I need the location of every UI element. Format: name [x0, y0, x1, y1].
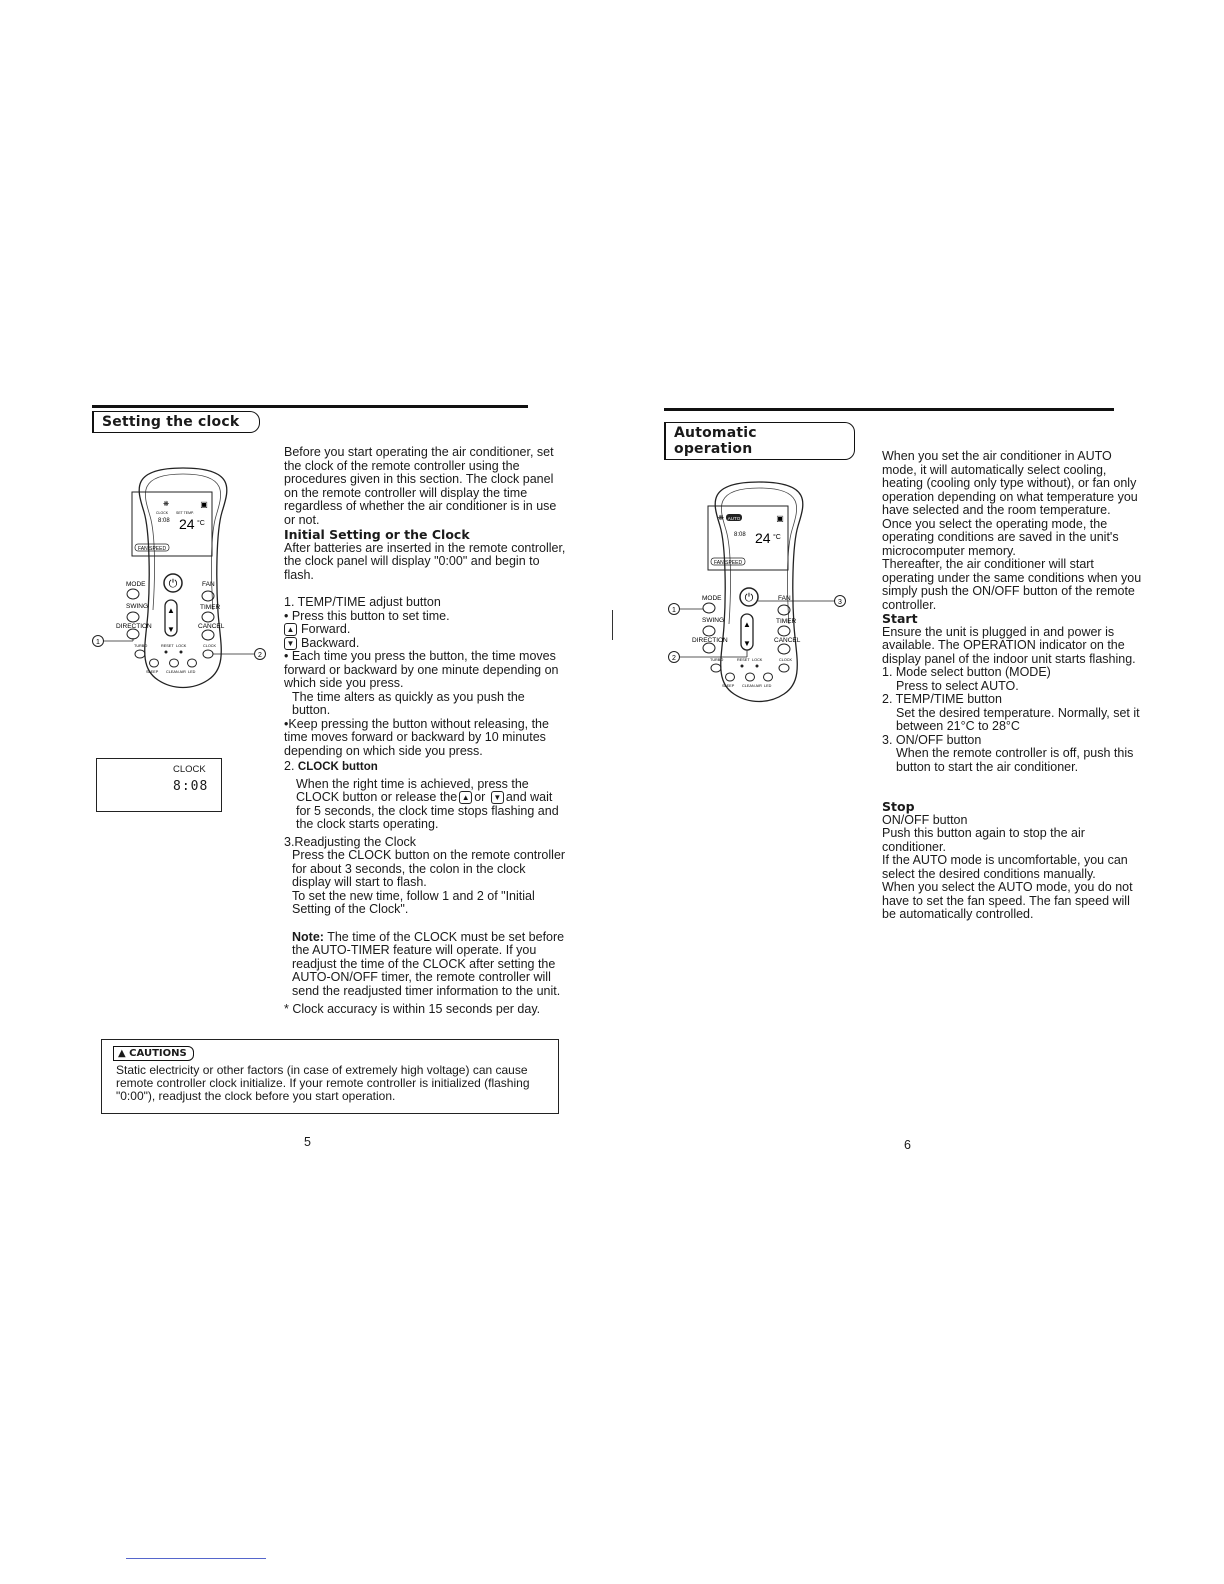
center-fold-line [612, 610, 613, 640]
lcd-clock-label: CLOCK [156, 511, 169, 515]
auto-memory: Once you select the operating mode, the operating conditions are saved in the unit's microcomputer memory. [882, 516, 1119, 558]
cancel-label-right: CANCEL [774, 637, 801, 644]
down-arrow-icon: ▼ [284, 637, 297, 650]
lcd-time: 8:08 [158, 518, 170, 524]
right-section-heading: Automatic operation [664, 422, 855, 460]
item3-text2: To set the new time, follow 1 and 2 of "Initial Setting of the Clock". [292, 888, 535, 916]
power-icon: ⏻ [168, 578, 178, 590]
remote-outline [139, 468, 227, 688]
item1-title: 1. TEMP/TIME adjust button [284, 595, 441, 609]
item1-press: • Press this button to set time. [284, 608, 450, 623]
battery-icon: ▣ [776, 514, 784, 523]
step3-title: 3. ON/OFF button [882, 732, 982, 747]
up-arrow-icon: ▲ [459, 791, 472, 804]
callout-2-right: 2 [672, 655, 676, 662]
caution-tag: ▲ CAUTIONS [113, 1046, 194, 1061]
item3-title: 3.Readjusting the Clock [284, 834, 417, 849]
clean-air-label-right: CLEAN AIR [742, 684, 762, 688]
item1-bullet2: •Keep pressing the button without releasing, the time moves forward or backward by 10 minutes depending on which side you press. [284, 716, 549, 758]
caution-text: Static electricity or other factors (in case of extremely high voltage) can cause remote controller clock initialize. If your remote controller is initialized (flashing "0:00"), readjust the clock before you start operation. [116, 1063, 530, 1103]
swing-label: SWING [126, 603, 149, 610]
right-text-column [882, 450, 1144, 922]
cancel-label: CANCEL [198, 623, 225, 630]
bottom-blue-line [126, 1558, 266, 1559]
remote-illustration-right [664, 476, 854, 708]
stop-line2: Push this button again to stop the air conditioner. [882, 826, 1085, 854]
step2-text: Set the desired temperature. Normally, set it between 21°C to 28°C [896, 705, 1140, 733]
clock-display-value: 8:08 [173, 779, 209, 794]
battery-icon: ▣ [200, 500, 208, 509]
svg-text:▲: ▲ [743, 620, 751, 629]
step1-title: 1. Mode select button (MODE) [882, 665, 1051, 679]
page-number-right: 6 [904, 1138, 911, 1152]
item3-text: Press the CLOCK button on the remote controller for about 3 seconds, the colon in the clock display will start to flash. [292, 848, 566, 889]
start-text: Ensure the unit is plugged in and power is available. The OPERATION indicator on the display panel of the indoor unit starts flashing. [882, 624, 1136, 666]
item2-text: When the right time is achieved, press the CLOCK button or release the ▲ or ▼ and wait for 5 seconds, the clock time stops flashing and the clock starts operating. [296, 776, 559, 831]
lcd-fan-speed: FAN SPEED [138, 546, 167, 552]
down-arrow-icon: ▼ [491, 791, 504, 804]
led-label: LED [188, 670, 196, 674]
svg-text:▼: ▼ [743, 639, 751, 648]
accuracy-line: * Clock accuracy is within 15 seconds per day. [284, 1002, 541, 1016]
callout-2: 2 [258, 652, 262, 659]
turbo-label-right: TURBO [710, 658, 724, 662]
svg-text:▲: ▲ [167, 606, 175, 615]
sleep-label-right: SLEEP [722, 684, 735, 688]
lcd-unit-right: °C [773, 534, 781, 541]
stop-line3: If the AUTO mode is uncomfortable, you can select the desired conditions manually. [882, 853, 1128, 881]
lcd-unit: °C [197, 520, 205, 527]
timer-label-right: TIMER [776, 618, 797, 625]
sleep-label: SLEEP [146, 670, 159, 674]
svg-text:▼: ▼ [167, 625, 175, 634]
stop-line1: ON/OFF button [882, 812, 968, 827]
lock-label: LOCK [176, 644, 187, 648]
backward-line: ▼ Backward. [284, 637, 566, 651]
lcd-fan-speed-right: FAN SPEED [714, 560, 743, 566]
step3-text: When the remote controller is off, push this button to start the air conditioner. [896, 746, 1134, 774]
step1-text: Press to select AUTO. [896, 678, 1019, 693]
auto-thereafter: Thereafter, the air conditioner will start operating under the same conditions when you simply push the ON/OFF button of the remote controller. [882, 557, 1142, 612]
left-section-heading: Setting the clock [92, 411, 260, 433]
callout-3: 3 [838, 599, 842, 606]
item1-bullet1: • Each time you press the button, the time moves forward or backward by one minute depending on which side you press. [284, 649, 559, 690]
turbo-label: TURBO [134, 644, 148, 648]
clock-display-label: CLOCK [173, 764, 206, 775]
forward-line: ▲ Forward. [284, 623, 566, 637]
lock-label-right: LOCK [752, 658, 763, 662]
power-icon: ⏻ [744, 592, 754, 604]
stop-line4: When you select the AUTO mode, you do not have to set the fan speed. The fan speed will be automatically controlled. [882, 880, 1133, 921]
reset-label-right: RESET [737, 658, 750, 662]
clean-air-label: CLEAN AIR [166, 670, 186, 674]
up-arrow-icon: ▲ [284, 623, 297, 636]
initial-setting-title: Initial Setting or the Clock [284, 527, 470, 542]
caution-box [101, 1039, 559, 1114]
fan-label: FAN [202, 581, 215, 588]
mode-label-right: MODE [702, 595, 722, 602]
page-number-left: 5 [304, 1135, 311, 1149]
clock-display-box [96, 758, 222, 812]
clock-label-right: CLOCK [779, 658, 793, 662]
item2-heading: 2. CLOCK button [284, 759, 378, 773]
initial-setting-text: After batteries are inserted in the remote controller, the clock panel will display "0:00" and begin to flash. [284, 540, 566, 582]
fan-icon: ❋ [163, 501, 169, 508]
lcd-temp-right: 24 [755, 530, 771, 546]
direction-label: DIRECTION [116, 623, 152, 630]
auto-badge: AUTO [727, 516, 741, 521]
callout-1: 1 [96, 639, 100, 646]
lcd-time-right: 8:08 [734, 532, 746, 538]
stop-title: Stop [882, 799, 915, 814]
start-title: Start [882, 611, 918, 626]
lcd-settemp-label: SET TEMP. [176, 511, 194, 515]
left-header-rule [92, 405, 528, 408]
fan-icon: ❋ [718, 515, 724, 522]
mode-label: MODE [126, 581, 146, 588]
direction-label-right: DIRECTION [692, 637, 728, 644]
intro-paragraph: Before you start operating the air conditioner, set the clock of the remote controller using the procedures given in this section. The clock panel on the remote controller will display the time regardless of whether the air conditioner is in use or not. [284, 445, 557, 527]
remote-illustration-left [88, 462, 278, 694]
lcd-temp: 24 [179, 516, 195, 532]
timer-label: TIMER [200, 604, 221, 611]
step2-title: 2. TEMP/TIME button [882, 692, 1002, 706]
swing-label-right: SWING [702, 617, 725, 624]
led-label-right: LED [764, 684, 772, 688]
auto-intro: When you set the air conditioner in AUTO mode, it will automatically select cooling, heating (cooling only type without), or fan only operation depending on what temperature you have selected and the room temperature. [882, 449, 1138, 517]
note-paragraph: Note: The time of the CLOCK must be set before the AUTO-TIMER feature will operate. If you readjust the time of the CLOCK after setting the AUTO-ON/OFF timer, the remote controller will send the readjusted timer information to the unit. [292, 929, 565, 998]
left-text-column [284, 446, 566, 1017]
right-header-rule [664, 408, 1114, 411]
callout-1-right: 1 [672, 607, 676, 614]
reset-label: RESET [161, 644, 174, 648]
clock-label-remote: CLOCK [203, 644, 217, 648]
warning-icon: ▲ [118, 1048, 130, 1059]
fan-label-right: FAN [778, 595, 791, 602]
item1-bullet1b: The time alters as quickly as you push the button. [292, 689, 525, 717]
